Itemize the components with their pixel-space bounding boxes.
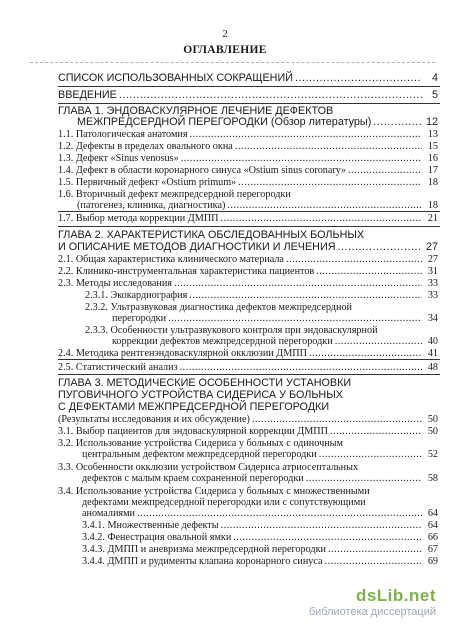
scan-divider bbox=[30, 62, 435, 63]
toc-entry-2-4[interactable]: 2.4. Методика рентгенэндоваскулярной окклюзии ДМПП ..... 41 bbox=[58, 348, 438, 359]
toc-chapter1-title: ГЛАВА 1. ЭНДОВАСКУЛЯРНОЕ ЛЕЧЕНИЕ ДЕФЕКТОВ bbox=[58, 105, 334, 117]
toc-entry-2-5[interactable]: 2.5. Статистический анализ ..... 48 bbox=[58, 362, 438, 373]
toc-entry-2-3-3[interactable]: коррекции дефектов межпредсердной перегородки ..... 40 bbox=[112, 336, 438, 347]
toc-entry-2-3-1[interactable]: 2.3.1. Экокардиография ..... 33 bbox=[85, 290, 438, 301]
toc-entry-3-2-title: 3.2. Использование устройства Сидериса у больных с одиночным bbox=[58, 438, 343, 449]
toc-chapter3-title-line2: ПУГОВИЧНОГО УСТРОЙСТВА СИДЕРИСА У БОЛЬНЫХ bbox=[58, 389, 343, 401]
toc-entry-2-3[interactable]: 2.3. Методы исследования ..... 33 bbox=[58, 278, 438, 289]
toc-entry-3-4-1[interactable]: 3.4.1. Множественные дефекты ..... 64 bbox=[82, 520, 438, 531]
toc-chapter3-title-line3: С ДЕФЕКТАМИ МЕЖПРЕДСЕРДНОЙ ПЕРЕГОРОДКИ bbox=[58, 401, 330, 413]
toc-entry-1-1[interactable]: 1.1. Патологическая анатомия ..... 13 bbox=[58, 129, 438, 140]
toc-entry-2-3-2[interactable]: перегородки ..... 34 bbox=[112, 313, 438, 324]
toc-entry-1-5[interactable]: 1.5. Первичный дефект «Ostium primum» ..... 18 bbox=[58, 177, 438, 188]
toc-entry-3-4-title-line2: дефектами межпредсердной перегородки или с сопутствующими bbox=[82, 497, 366, 508]
page-number: 2 bbox=[222, 28, 228, 40]
divider bbox=[58, 211, 440, 212]
toc-entry-3-2[interactable]: центральным дефектом межпредсердной перегородки ..... 52 bbox=[82, 449, 438, 460]
divider bbox=[58, 86, 440, 87]
toc-entry-2-3-3-title: 2.3.3. Особенности ультразвукового контроля при эндоваскулярной bbox=[85, 325, 378, 336]
toc-entry-1-3[interactable]: 1.3. Дефект «Sinus venosus» ..... 16 bbox=[58, 153, 438, 164]
page-title: ОГЛАВЛЕНИЕ bbox=[183, 44, 267, 56]
toc-entry-2-3-2-title: 2.3.2. Ультразвуковая диагностика дефектов межпредсердной bbox=[85, 302, 352, 313]
toc-entry-3-3[interactable]: дефектов с малым краем сохраненной перегородки ..... 58 bbox=[82, 473, 438, 484]
divider bbox=[58, 359, 440, 360]
toc-entry-2-1[interactable]: 2.1. Общая характеристика клинического материала ..... 27 bbox=[58, 254, 438, 265]
toc-entry-3-3-title: 3.3. Особенности окклюзии устройством Сидериса атриосептальных bbox=[58, 462, 359, 473]
toc-entry-1-2[interactable]: 1.2. Дефекты в пределах овального окна ..... 15 bbox=[58, 141, 438, 152]
toc-entry-1-6[interactable]: (патогенез, клиника, диагностика) ..... 18 bbox=[77, 200, 438, 211]
watermark-logo-text: dsLib.net bbox=[355, 586, 436, 605]
divider bbox=[58, 226, 440, 227]
divider bbox=[58, 103, 440, 104]
toc-entry-abbreviations[interactable]: СПИСОК ИСПОЛЬЗОВАННЫХ СОКРАЩЕНИЙ ..... 4 bbox=[58, 73, 438, 84]
watermark-subtitle: библиотека диссертаций bbox=[308, 606, 436, 618]
toc-entry-1-7[interactable]: 1.7. Выбор метода коррекции ДМПП ..... 21 bbox=[58, 213, 438, 224]
toc-chapter2-title: ГЛАВА 2. ХАРАКТЕРИСТИКА ОБСЛЕДОВАННЫХ БОЛЬНЫХ bbox=[58, 229, 365, 241]
toc-entry-1-4[interactable]: 1.4. Дефект в области коронарного синуса «Ostium sinus coronary» ..... 17 bbox=[58, 165, 438, 176]
watermark bbox=[309, 586, 436, 618]
toc-entry-3-4-4[interactable]: 3.4.4. ДМПП и рудименты клапана коронарного синуса ..... 69 bbox=[82, 556, 438, 567]
toc-chapter3-title-line1: ГЛАВА 3. МЕТОДИЧЕСКИЕ ОСОБЕННОСТИ УСТАНОВКИ bbox=[58, 377, 352, 389]
toc-entry-1-6-title: 1.6. Вторичный дефект межпредсердной перегородки bbox=[58, 189, 291, 200]
toc-entry-3-4-title-line1: 3.4. Использование устройства Сидериса у больных с множественными bbox=[58, 486, 370, 497]
toc-entry-3-4-2[interactable]: 3.4.2. Фенестрация овальной ямки ..... 66 bbox=[82, 532, 438, 543]
toc-entry-2-2[interactable]: 2.2. Клинико-инструментальная характеристика пациентов ..... 31 bbox=[58, 266, 438, 277]
toc-entry-chapter3[interactable]: (Результаты исследования и их обсуждение) ..... 50 bbox=[58, 414, 438, 425]
toc-entry-3-4-3[interactable]: 3.4.3. ДМПП и аневризма межпредсердной перегородки ..... 67 bbox=[82, 544, 438, 555]
toc-entry-3-1[interactable]: 3.1. Выбор пациентов для эндоваскулярной коррекции ДМПП ..... 50 bbox=[58, 426, 438, 437]
toc-entry-chapter2[interactable]: И ОПИСАНИЕ МЕТОДОВ ДИАГНОСТИКИ И ЛЕЧЕНИЯ ..... 27 bbox=[58, 242, 438, 253]
toc-entry-introduction[interactable]: ВВЕДЕНИЕ ..... 5 bbox=[58, 90, 438, 101]
toc-entry-3-4[interactable]: аномалиями ..... 64 bbox=[82, 508, 438, 519]
toc-entry-chapter1[interactable]: МЕЖПРЕДСЕРДНОЙ ПЕРЕГОРОДКИ (Обзор литературы) ..... 12 bbox=[77, 117, 438, 128]
divider bbox=[58, 374, 440, 375]
